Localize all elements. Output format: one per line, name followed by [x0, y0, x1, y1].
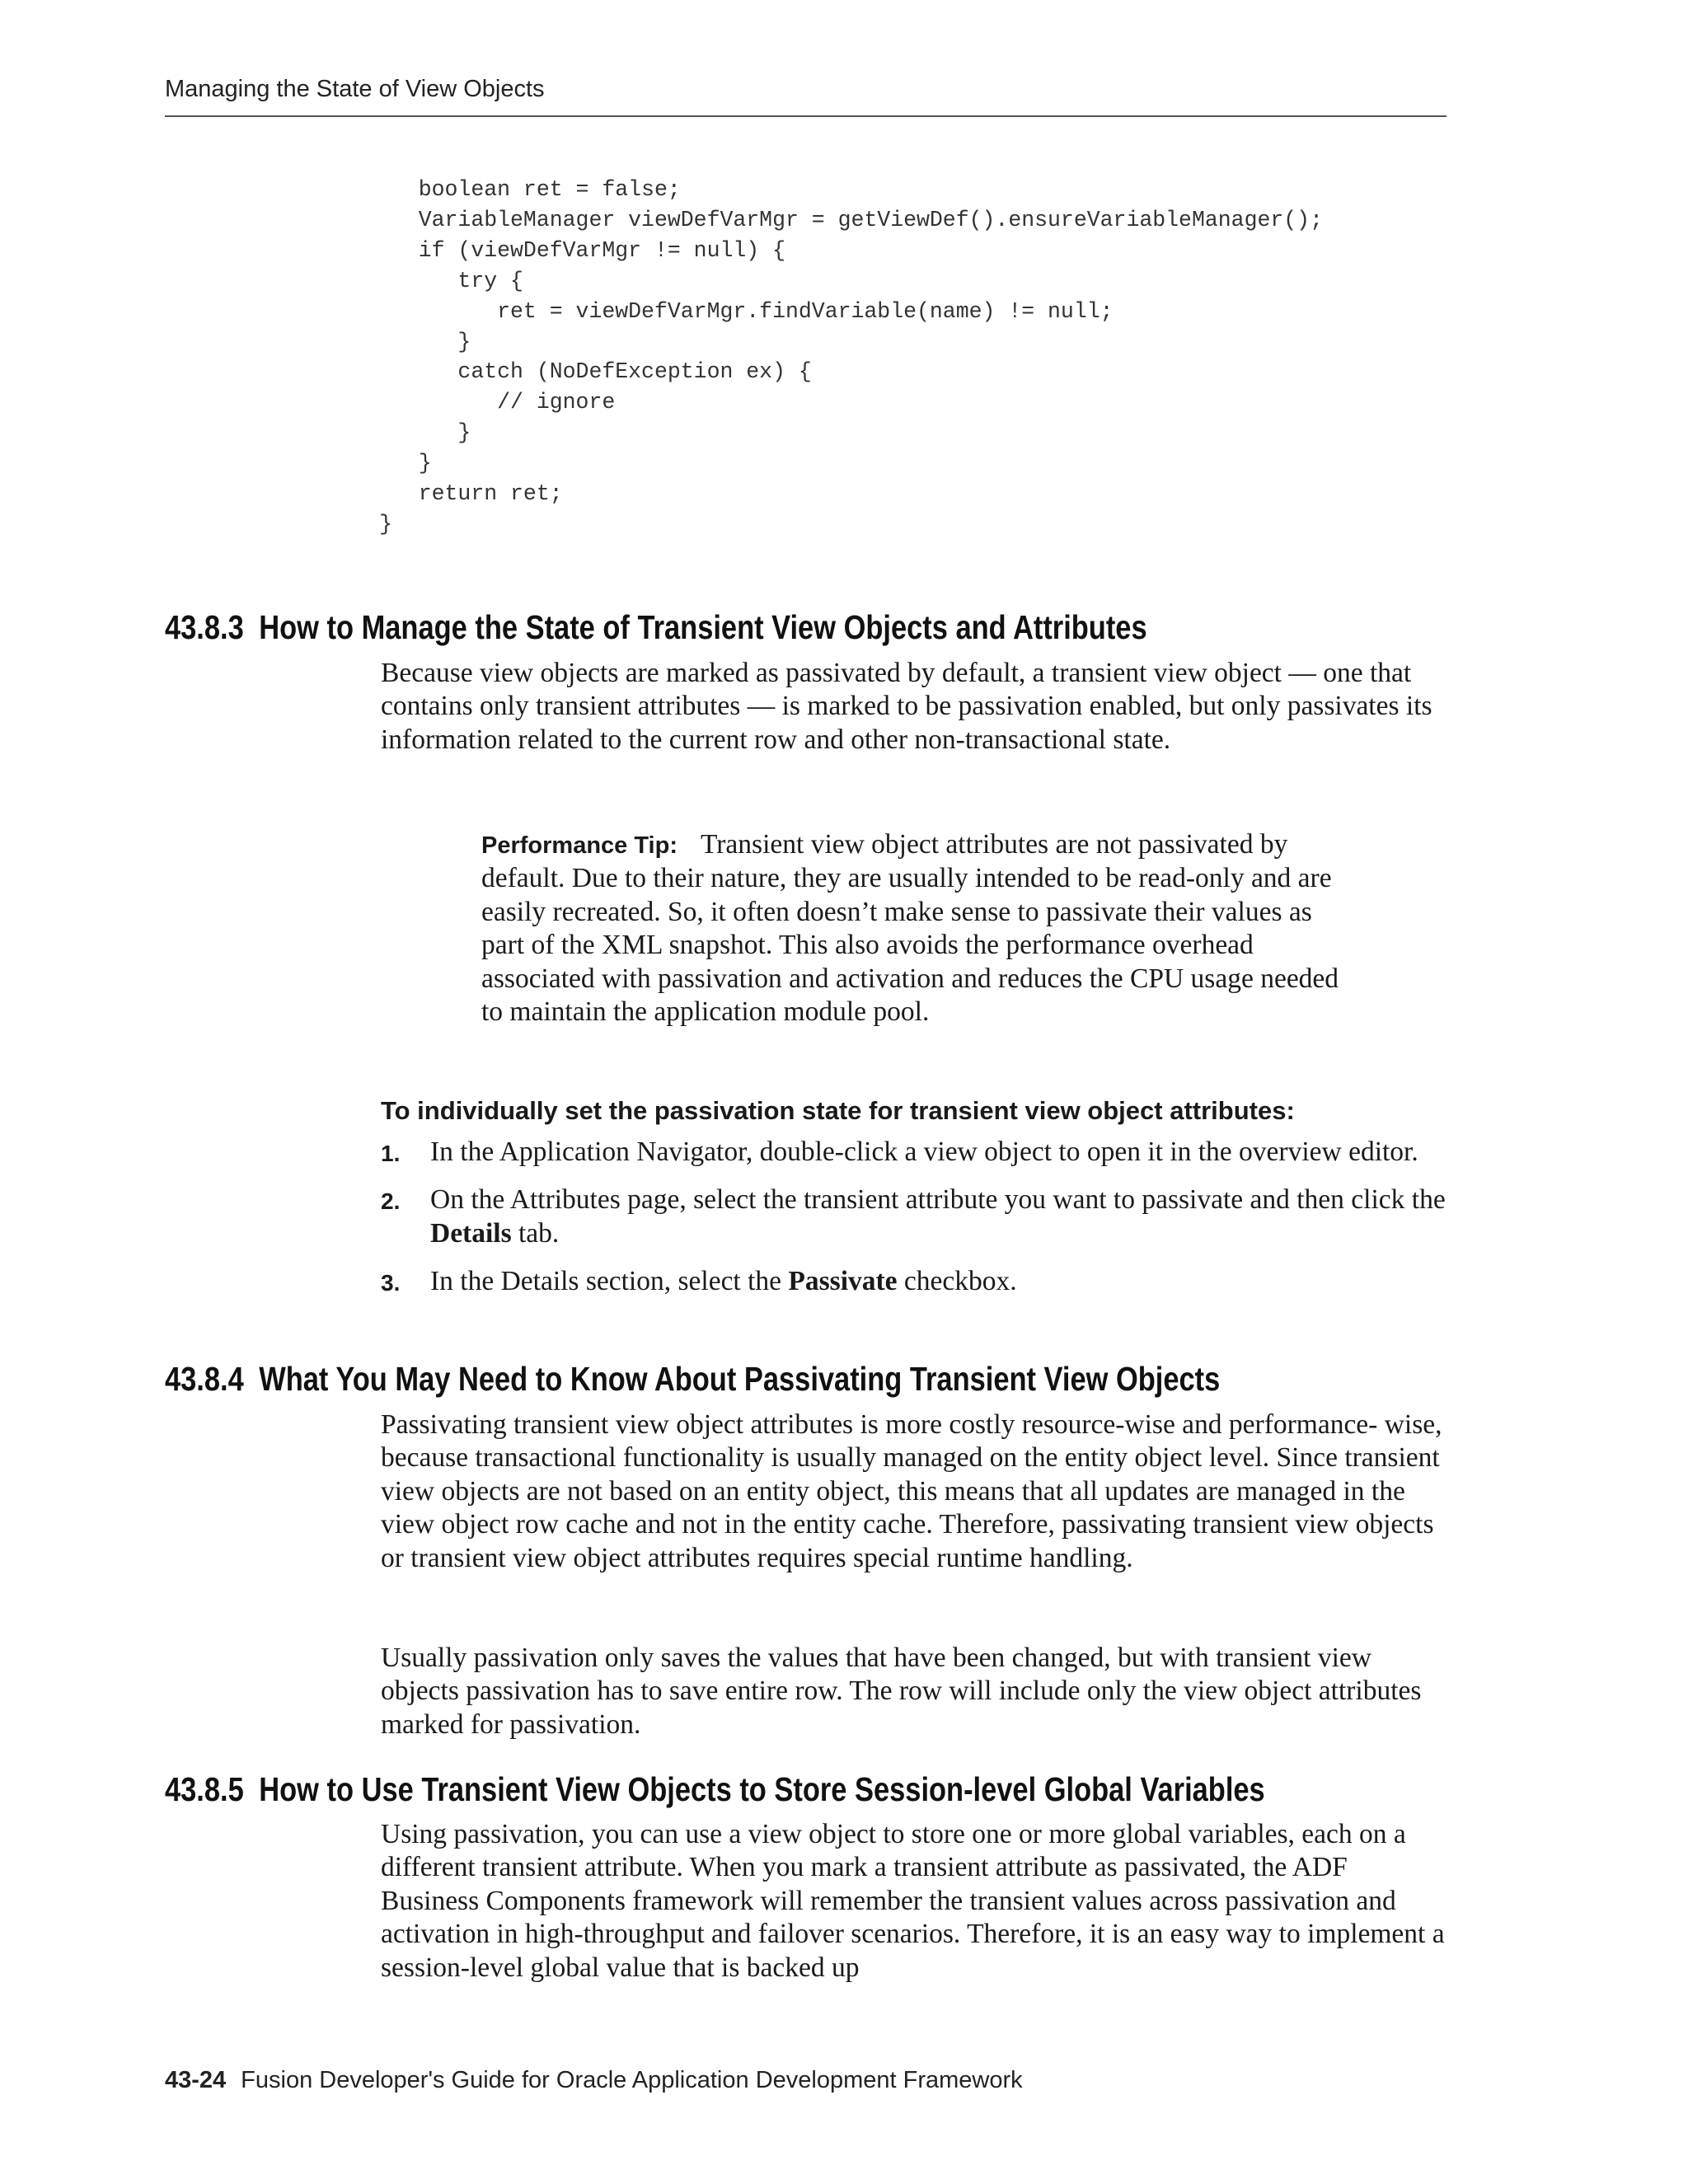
page-number: 43-24: [165, 2067, 227, 2093]
book-title: Fusion Developer's Guide for Oracle Application Development Framework: [241, 2067, 1023, 2093]
code-line: try {: [379, 268, 523, 293]
tip-text: Transient view object attributes are not passivated by default. Due to their nature, they are usually intended to be read-only and are easily recreated. So, it often doesn’t make sense to passivate their values as part of the XML snapshot. This also avoids the performance overhead associated with passivation and activation and reduces the CPU usage needed to maintain the application module pool.: [481, 829, 1339, 1028]
step-number: 1.: [381, 1141, 401, 1166]
procedure-steps: [381, 1136, 1452, 1314]
page-footer: [165, 2067, 1023, 2094]
section-heading-43-8-5: [165, 1770, 1265, 1809]
section-heading-43-8-4: [165, 1360, 1220, 1399]
section-4-para-1: Passivating transient view object attributes is more costly resource-wise and performance- wise, because transactional functionality is usually managed on the entity object level. Since transient view objects are not based on an entity object, this means that all updates are managed in the view object row cache and not in the entity cache. Therefore, passivating transient view objects or transient view object attributes requires special runtime handling.: [381, 1409, 1442, 1573]
step-text-end: tab.: [511, 1217, 560, 1249]
code-line: }: [379, 511, 392, 537]
procedure-step: [381, 1265, 1452, 1298]
step-text: In the Application Navigator, double-click a view object to open it in the overview editor.: [430, 1137, 1418, 1167]
section-number: 43.8.3: [165, 608, 244, 646]
step-text-end: checkbox.: [897, 1266, 1017, 1297]
code-line: catch (NoDefException ex) {: [379, 359, 812, 385]
section-title: How to Use Transient View Objects to Store Session-level Global Variables: [259, 1770, 1265, 1808]
code-line: // ignore: [379, 390, 616, 415]
procedure-step: [381, 1136, 1452, 1169]
performance-tip: [481, 828, 1355, 1029]
section-number: 43.8.5: [165, 1770, 244, 1808]
header-rule: [165, 115, 1447, 117]
section-3-intro: Because view objects are marked as passivated by default, a transient view object — one that contains only transient attributes — is marked to be passivation enabled, but only passivates its information related to the current row and other non-transactional state.: [381, 658, 1432, 755]
code-line: if (viewDefVarMgr != null) {: [379, 237, 785, 263]
section-title: What You May Need to Know About Passivating Transient View Objects: [259, 1360, 1221, 1398]
step-number: 2.: [381, 1188, 401, 1215]
step-number: 3.: [381, 1270, 401, 1296]
section-title: How to Manage the State of Transient View Objects and Attributes: [259, 608, 1147, 646]
code-block: [379, 175, 1323, 540]
ui-term-passivate: Passivate: [788, 1266, 898, 1297]
code-line: boolean ret = false;: [379, 177, 681, 202]
code-line: }: [379, 329, 471, 354]
code-line: return ret;: [379, 481, 563, 507]
tip-label: Performance Tip:: [481, 832, 678, 859]
code-line: ret = viewDefVarMgr.findVariable(name) != null;: [379, 298, 1114, 324]
step-text: On the Attributes page, select the transient attribute you want to passivate and then click the: [430, 1184, 1446, 1216]
ui-term-details: Details: [430, 1217, 512, 1249]
procedure-step: [381, 1183, 1452, 1250]
procedure-title: To individually set the passivation state for transient view object attributes:: [381, 1096, 1295, 1125]
step-text: In the Details section, select the: [430, 1266, 789, 1297]
section-5-para-1: Using passivation, you can use a view object to store one or more global variables, each on a different transient attribute. When you mark a transient attribute as passivated, the ADF Business Components framework will remember the transient values across passivation and activation in high-throughput and failover scenarios. Therefore, it is an easy way to implement a session-level global value that is backed up: [381, 1819, 1445, 1983]
section-number: 43.8.4: [165, 1360, 244, 1398]
code-line: }: [379, 451, 432, 476]
running-header: Managing the State of View Objects: [165, 76, 545, 102]
section-4-para-2: Usually passivation only saves the values that have been changed, but with transient view objects passivation has to save entire row. The row will include only the view object attributes marked for passivation.: [381, 1643, 1422, 1740]
code-line: VariableManager viewDefVarMgr = getViewDef().ensureVariableManager();: [379, 207, 1323, 232]
code-line: }: [379, 420, 471, 446]
section-heading-43-8-3: [165, 608, 1147, 647]
